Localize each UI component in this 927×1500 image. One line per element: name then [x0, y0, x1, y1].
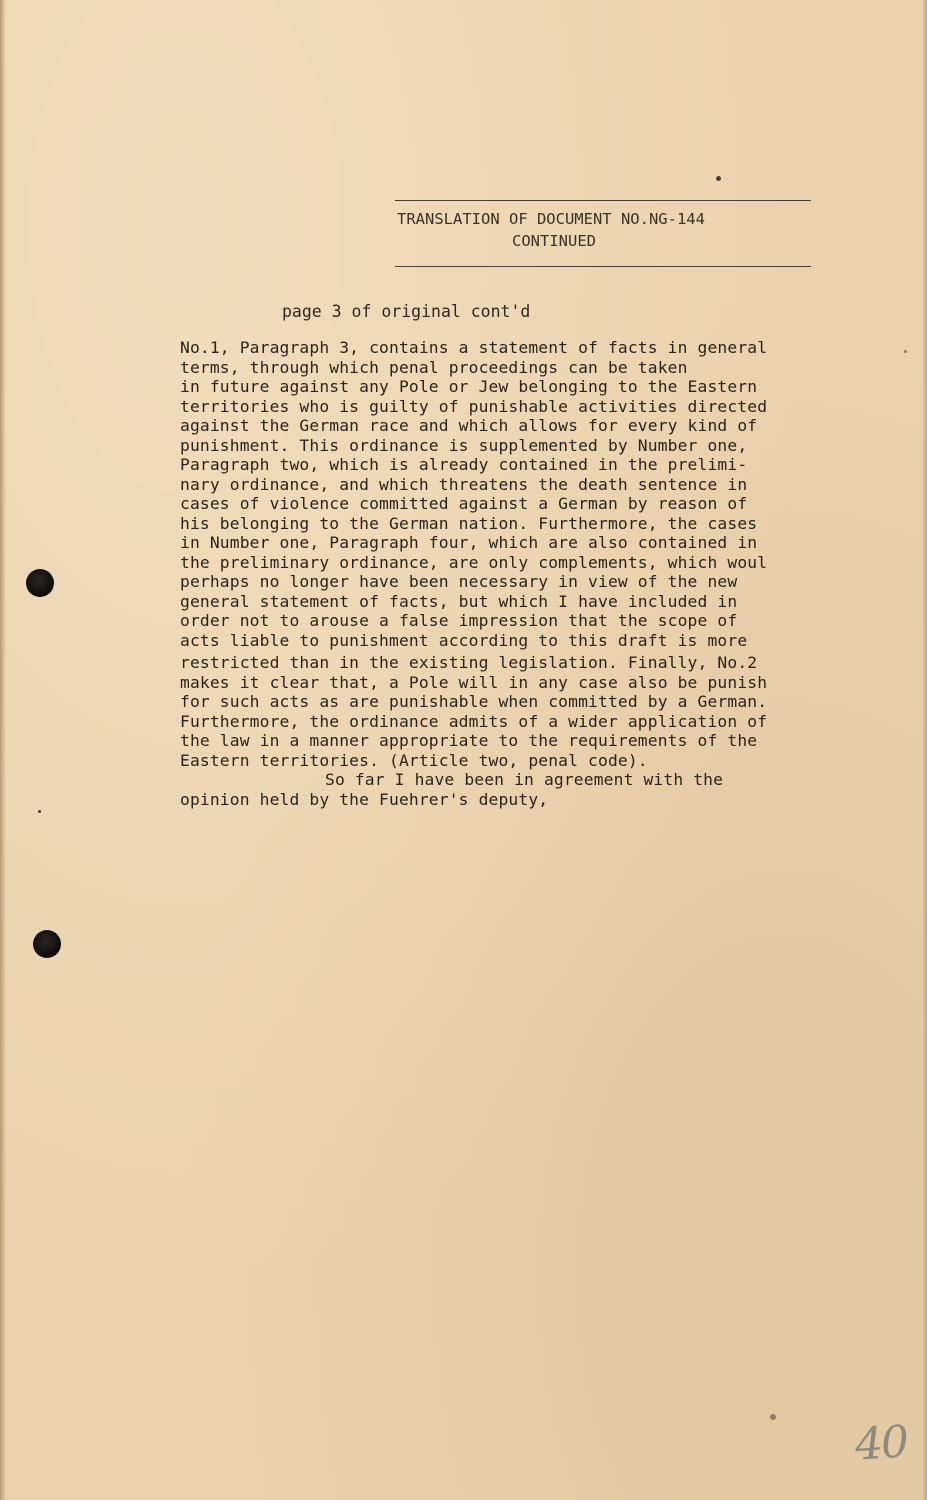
header-title: TRANSLATION OF DOCUMENT NO.NG-144 [397, 210, 705, 228]
punch-hole-lower [33, 930, 61, 958]
speck [716, 176, 721, 181]
body-line: opinion held by the Fuehrer's deputy, [180, 789, 549, 809]
document-header [395, 200, 811, 267]
handwritten-page-number: 40 [853, 1416, 909, 1471]
body-line: acts liable to punishment according to this draft is more [180, 630, 748, 650]
body-line: punishment. This ordinance is supplemented by Number one, [180, 435, 748, 455]
page-edge-left [0, 0, 6, 1500]
speck [770, 1414, 776, 1420]
body-line: makes it clear that, a Pole will in any case also be punish [180, 672, 768, 692]
body-line: against the German race and which allows for every kind of [180, 416, 758, 435]
body-line: cases of violence committed against a German by reason of [180, 494, 748, 513]
page-edge-right [922, 0, 927, 1500]
punch-hole-upper [26, 569, 54, 597]
body-line: Paragraph two, which is already contained in the prelimi- [180, 455, 748, 474]
body-line: territories who is guilty of punishable activities directed [180, 396, 768, 416]
body-text [180, 338, 870, 809]
speck [38, 810, 41, 813]
body-line: Furthermore, the ordinance admits of a wider application of [180, 711, 768, 731]
body-line: in Number one, Paragraph four, which are also contained in [180, 533, 758, 552]
speck [904, 350, 907, 353]
body-line: for such acts as are punishable when committed by a German. [180, 692, 768, 711]
body-line: restricted than in the existing legislation. Finally, No.2 [180, 653, 758, 672]
body-line: Eastern territories. (Article two, penal code). [180, 750, 648, 770]
header-subtitle: CONTINUED [512, 232, 596, 250]
body-line: perhaps no longer have been necessary in view of the new [180, 572, 738, 591]
body-line: the law in a manner appropriate to the requirements of the [180, 731, 758, 750]
body-line: So far I have been in agreement with the [325, 770, 724, 789]
body-line: his belonging to the German nation. Furthermore, the cases [180, 513, 758, 533]
body-line: general statement of facts, but which I have included in [180, 591, 738, 611]
body-line: No.1, Paragraph 3, contains a statement of facts in general [180, 338, 768, 357]
body-line: terms, through which penal proceedings can be taken [180, 357, 688, 377]
body-line: the preliminary ordinance, are only complements, which woul [180, 552, 768, 572]
body-line: order not to arouse a false impression that the scope of [180, 611, 738, 630]
body-line: nary ordinance, and which threatens the death sentence in [180, 474, 748, 494]
body-line: in future against any Pole or Jew belonging to the Eastern [180, 377, 758, 396]
page-reference: page 3 of original cont'd [282, 302, 531, 321]
